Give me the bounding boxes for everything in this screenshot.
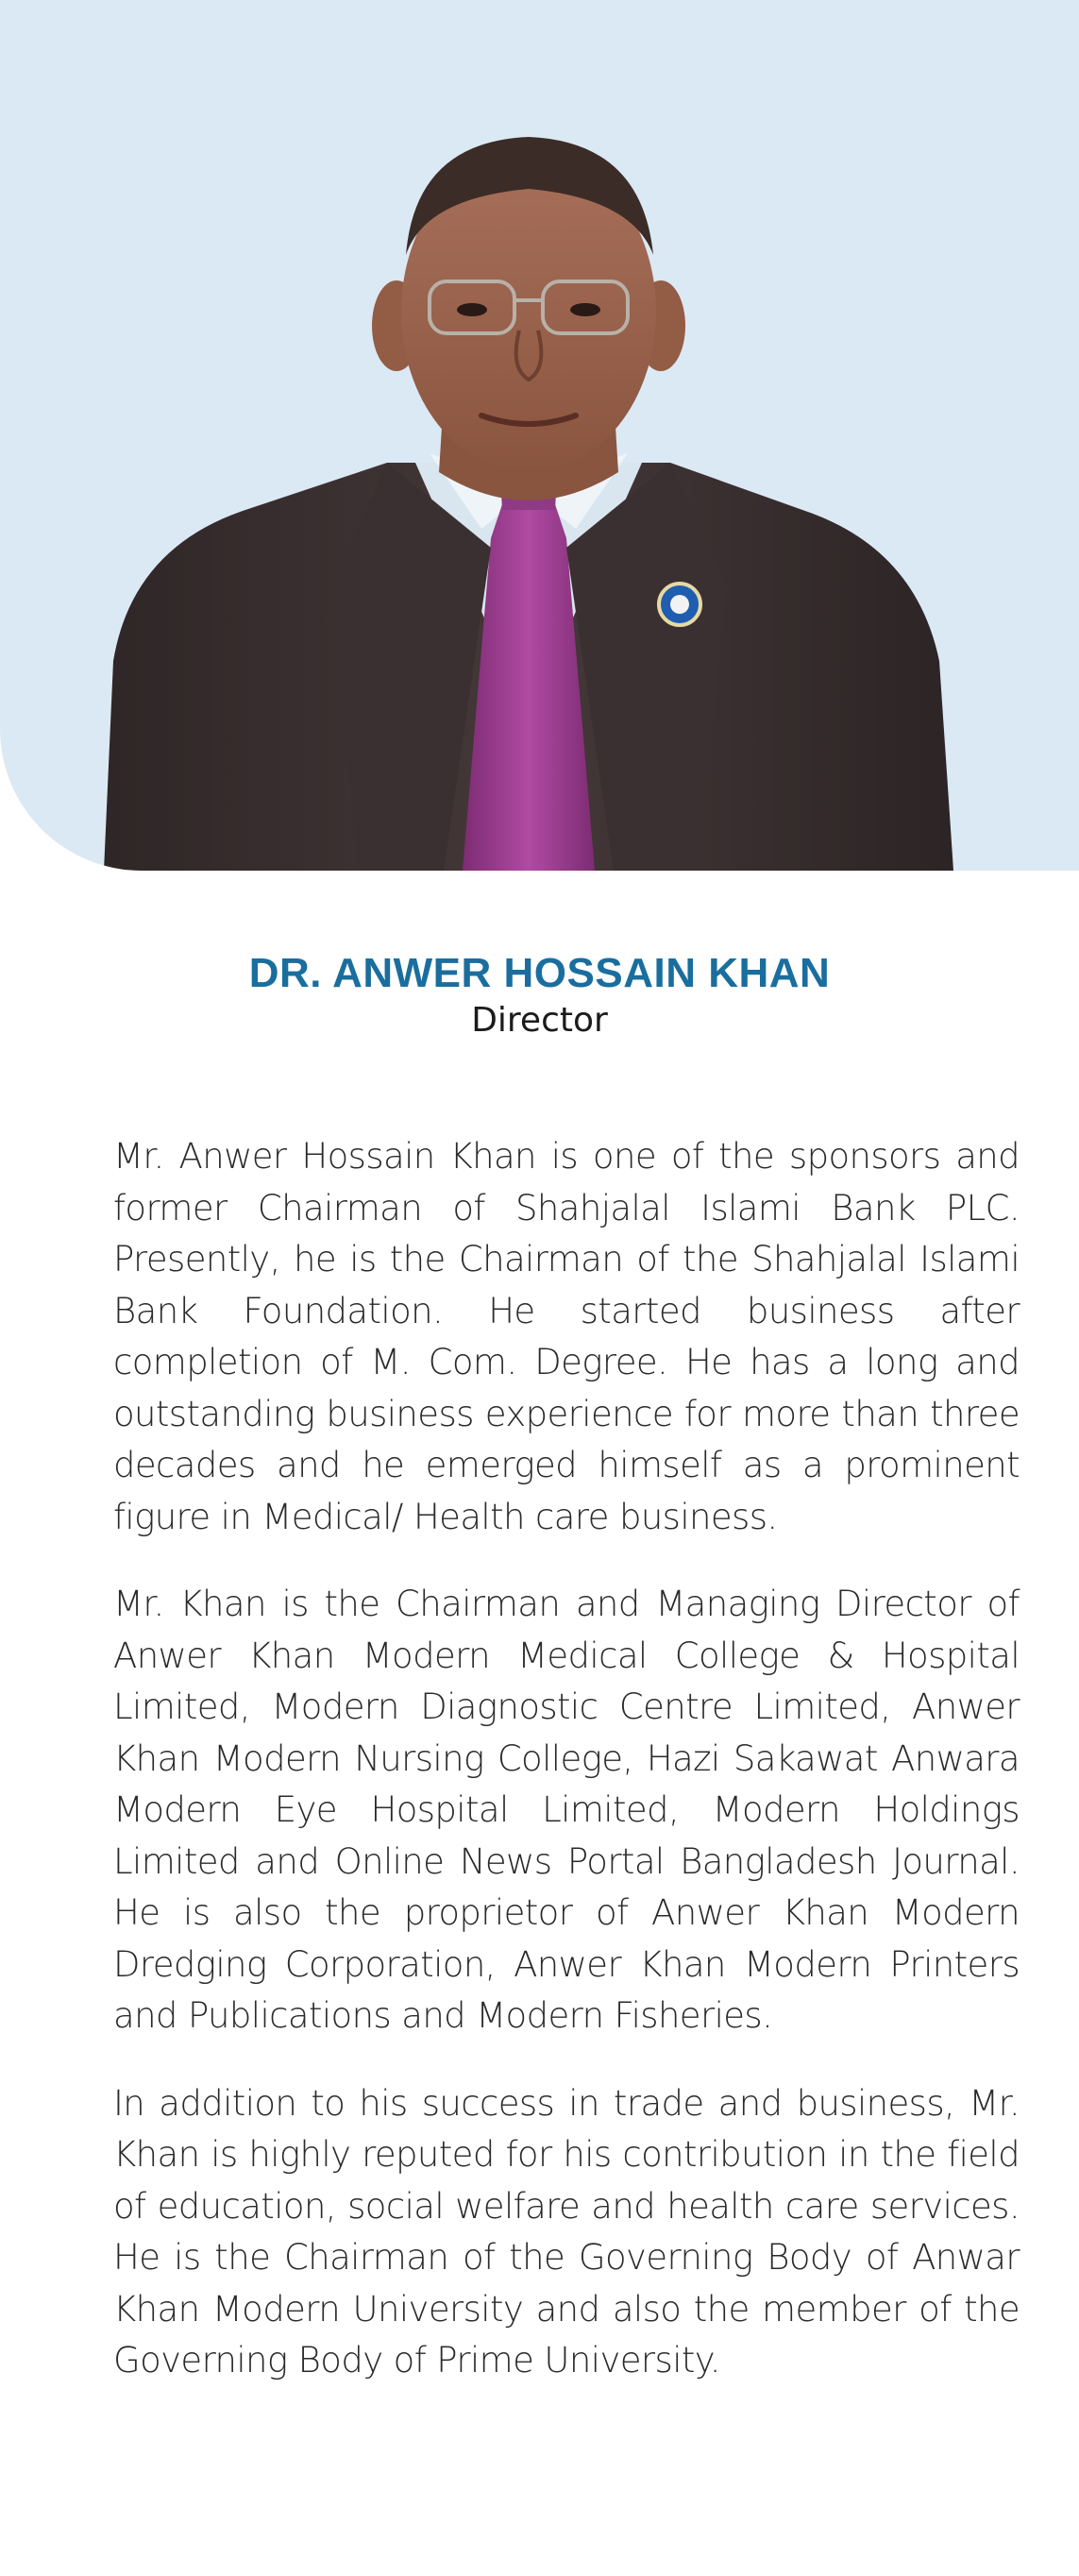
biography: [113, 1131, 1020, 2423]
portrait-banner: [0, 0, 1079, 871]
profile-header: [0, 947, 1079, 1042]
bio-paragraph: Mr. Khan is the Chairman and Managing Director of Anwer Khan Modern Medical College & Hospital Limited, Modern Diagnostic Centre Limited, Anwer Khan Modern Nursing College, Hazi Sakawat Anwara Modern Eye Hospital Limited, Modern Holdings Limited and Online News Portal Bangladesh Journal. He is also the proprietor of Anwer Khan Modern Dredging Corporation, Anwer Khan Modern Printers and Publications and Modern Fisheries.: [113, 1584, 1020, 2036]
person-title: Director: [471, 1001, 608, 1040]
bio-paragraph: In addition to his success in trade and business, Mr. Khan is highly reputed for his contribution in the field of education, social welfare and health care services. He is the Chairman of the Governing Body of Anwar Khan Modern University and also the member of the Governing Body of Prime University.: [113, 2082, 1020, 2381]
bio-paragraph: Mr. Anwer Hossain Khan is one of the sponsors and former Chairman of Shahjalal Islami Bank PLC. Presently, he is the Chairman of the Shahjalal Islami Bank Foundation. He started business after completion of M. Com. Degree. He has a long and outstanding business experience for more than three decades and he emerged himself as a prominent figure in Medical/ Health care business.: [113, 1136, 1020, 1537]
person-name: DR. ANWER HOSSAIN KHAN: [248, 950, 831, 996]
director-portrait: [104, 132, 953, 871]
